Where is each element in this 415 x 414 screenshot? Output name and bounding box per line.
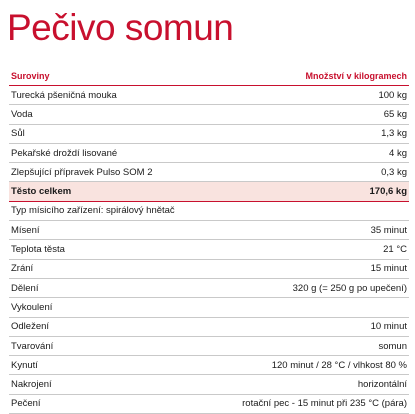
row-value: horizontální (357, 379, 407, 391)
table-row (9, 221, 409, 240)
row-value: somun (378, 340, 407, 352)
row-value: 21 °C (383, 244, 407, 256)
row-value: 170,6 kg (369, 186, 407, 198)
row-value: 120 minut / 28 °C / vlhkost 80 % (271, 359, 407, 371)
row-value: 15 minut (370, 263, 407, 275)
row-value: 65 kg (383, 108, 407, 120)
row-value: 10 minut (370, 321, 407, 333)
row-label: Nakrojení (11, 379, 52, 391)
row-label: Odležení (11, 321, 50, 333)
table-row (9, 202, 409, 221)
row-label: Turecká pšeničná mouka (11, 89, 117, 101)
row-label: Teplota těsta (11, 244, 65, 256)
table-row (9, 260, 409, 279)
row-value: 35 minut (370, 224, 407, 236)
recipe-table (9, 66, 409, 414)
row-label: Vykoulení (11, 301, 53, 313)
table-header (9, 66, 409, 86)
total-row (9, 182, 409, 201)
table-row (9, 86, 409, 105)
row-label: Mísení (11, 224, 40, 236)
row-label: Typ mísicího zařízení: spirálový hnětač (11, 205, 175, 217)
table-row (9, 337, 409, 356)
row-label: Tvarování (11, 340, 54, 352)
table-row (9, 356, 409, 375)
row-value: 320 g (= 250 g po upečení) (292, 282, 407, 294)
row-value: 0,3 kg (381, 166, 407, 178)
table-row (9, 318, 409, 337)
table-row (9, 298, 409, 317)
table-row (9, 375, 409, 394)
table-row (9, 144, 409, 163)
row-value: rotační pec - 15 minut při 235 °C (pára) (242, 398, 407, 410)
row-label: Kynutí (11, 359, 38, 371)
table-row (9, 105, 409, 124)
row-label: Pečení (11, 398, 41, 410)
row-label: Těsto celkem (11, 186, 72, 198)
header-quantity-label: Množství v kilogramech (305, 70, 407, 81)
row-label: Zrání (11, 263, 34, 275)
page-title: Pečivo somun (7, 7, 234, 48)
row-label: Zlepšující přípravek Pulso SOM 2 (11, 166, 153, 178)
header-ingredients-label: Suroviny (11, 70, 50, 81)
row-value: 4 kg (389, 147, 407, 159)
row-value: 100 kg (378, 89, 407, 101)
row-label: Dělení (11, 282, 39, 294)
row-label: Pekařské droždí lisované (11, 147, 118, 159)
table-row (9, 240, 409, 259)
row-value: 1,3 kg (381, 128, 407, 140)
table-row (9, 163, 409, 182)
table-row (9, 395, 409, 414)
table-row (9, 125, 409, 144)
row-label: Sůl (11, 128, 25, 140)
row-label: Voda (11, 108, 33, 120)
table-row (9, 279, 409, 298)
